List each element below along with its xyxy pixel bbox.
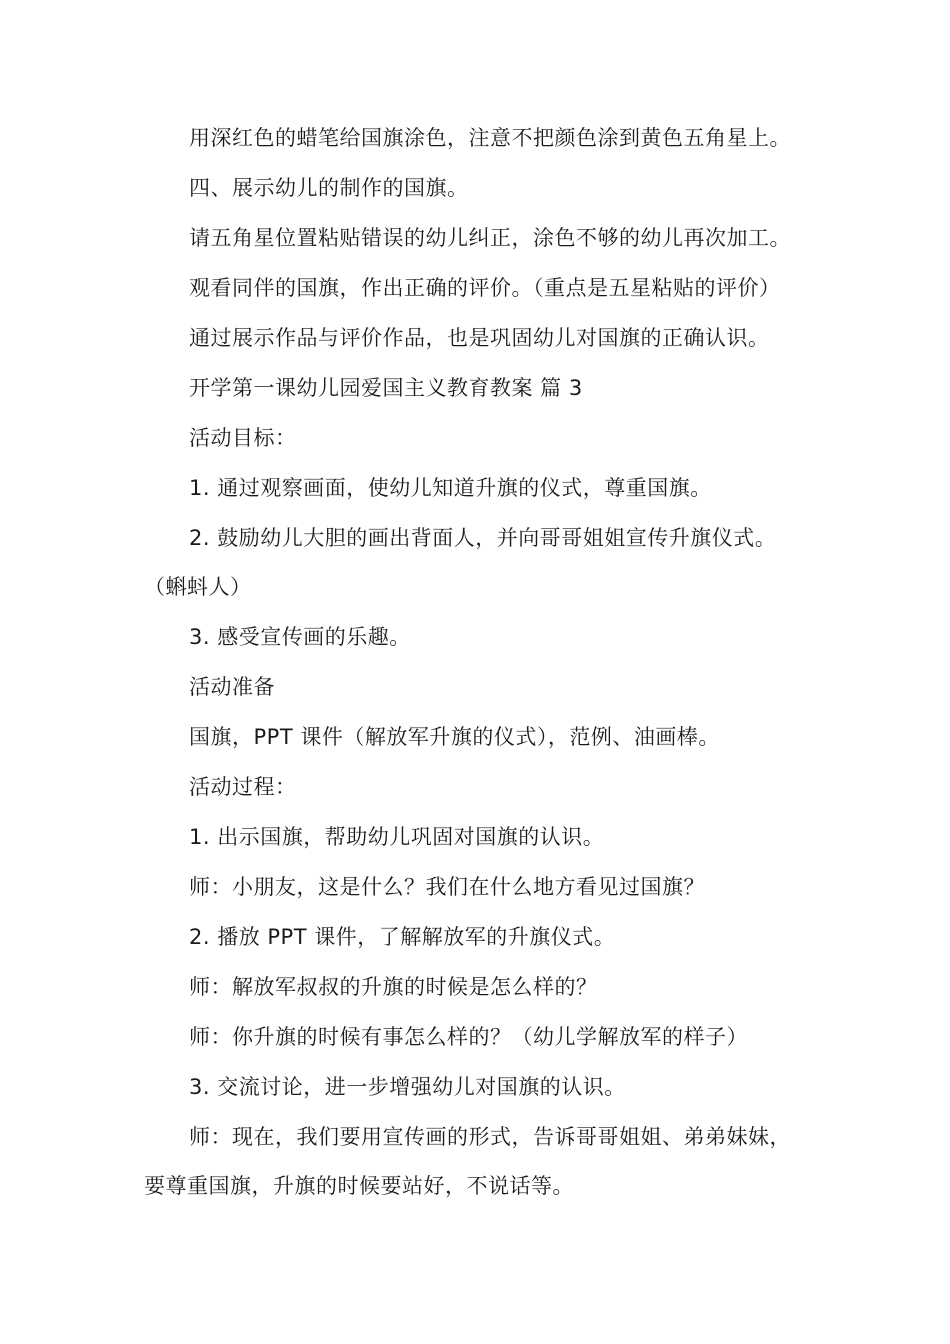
section-heading: 活动准备 [189, 675, 275, 699]
list-item: 2. 鼓励幼儿大胆的画出背面人，并向哥哥姐姐宣传升旗仪式。 [189, 526, 777, 550]
paragraph-line: 用深红色的蜡笔给国旗涂色，注意不把颜色涂到黄色五角星上。 [189, 126, 791, 150]
section-heading: 活动目标： [189, 426, 297, 450]
list-item: 2. 播放 PPT 课件，了解解放军的升旗仪式。 [189, 925, 616, 949]
article-title: 开学第一课幼儿园爱国主义教育教案 篇 3 [189, 376, 583, 400]
dialogue-line: 师：小朋友，这是什么？我们在什么地方看见过国旗？ [189, 875, 705, 899]
dialogue-line: 师：解放军叔叔的升旗的时候是怎么样的？ [189, 975, 598, 999]
dialogue-line: 师：你升旗的时候有事怎么样的？（幼儿学解放军的样子） [189, 1025, 748, 1049]
paragraph-line: 请五角星位置粘贴错误的幼儿纠正，涂色不够的幼儿再次加工。 [189, 226, 791, 250]
list-item-continuation: （蝌蚪人） [144, 575, 252, 599]
paragraph-line: 通过展示作品与评价作品，也是巩固幼儿对国旗的正确认识。 [189, 326, 770, 350]
dialogue-line-continuation: 要尊重国旗，升旗的时候要站好，不说话等。 [144, 1174, 574, 1198]
section-heading: 四、展示幼儿的制作的国旗。 [189, 176, 469, 200]
list-item: 1. 通过观察画面，使幼儿知道升旗的仪式，尊重国旗。 [189, 476, 712, 500]
list-item: 3. 交流讨论，进一步增强幼儿对国旗的认识。 [189, 1075, 626, 1099]
dialogue-line: 师：现在，我们要用宣传画的形式，告诉哥哥姐姐、弟弟妹妹， [189, 1125, 791, 1149]
paragraph-line: 观看同伴的国旗，作出正确的评价。（重点是五星粘贴的评价） [189, 276, 781, 300]
list-item: 3. 感受宣传画的乐趣。 [189, 625, 411, 649]
paragraph-line: 国旗，PPT 课件（解放军升旗的仪式），范例、油画棒。 [189, 725, 720, 749]
list-item: 1. 出示国旗，帮助幼儿巩固对国旗的认识。 [189, 825, 605, 849]
section-heading: 活动过程： [189, 775, 297, 799]
